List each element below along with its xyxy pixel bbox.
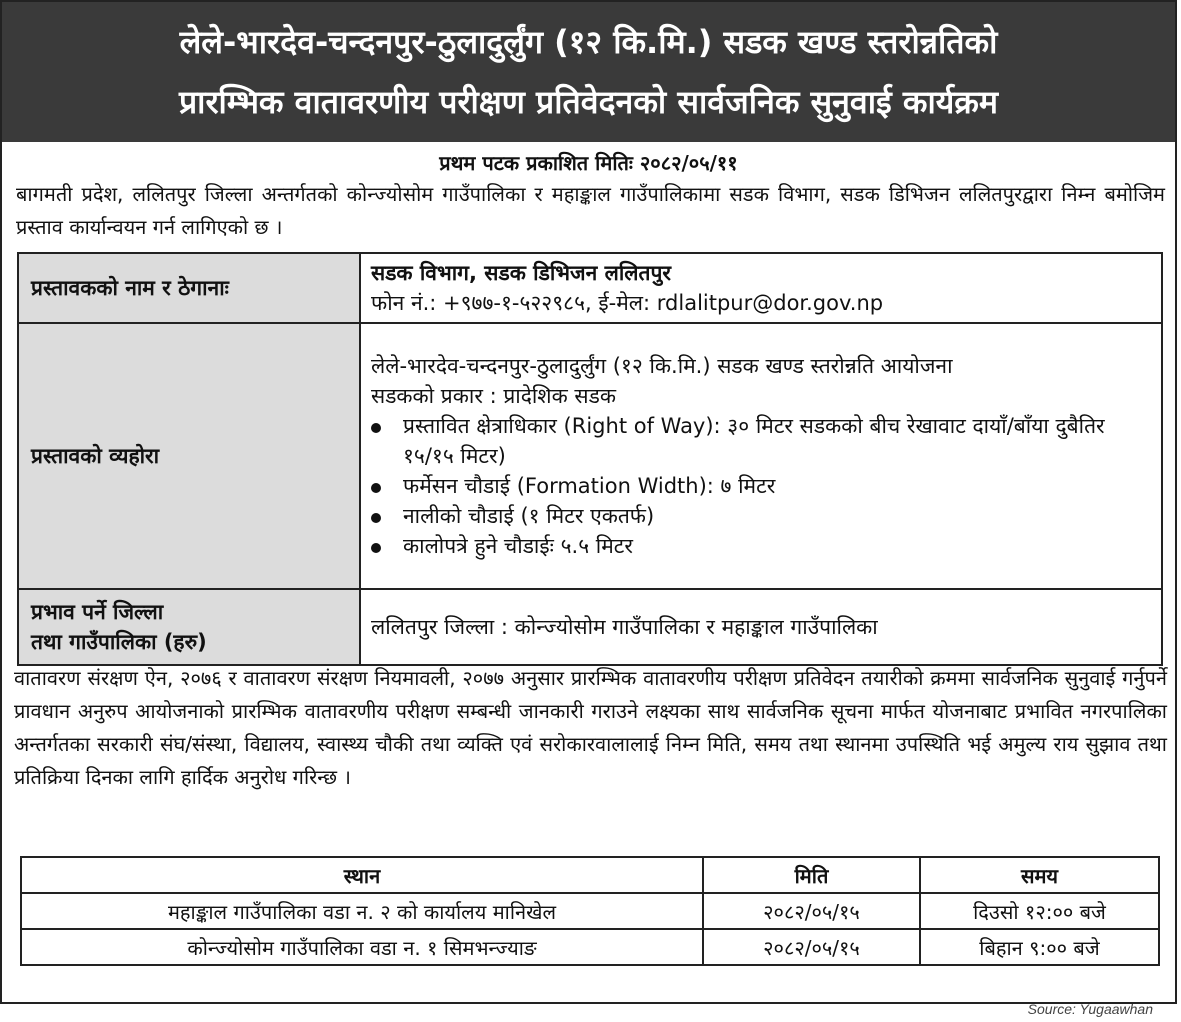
proponent-row bbox=[18, 253, 1162, 323]
header-time: समय bbox=[920, 857, 1159, 893]
proponent-value bbox=[360, 253, 1162, 323]
bullet-icon bbox=[371, 483, 381, 493]
time-cell: दिउसो १२:०० बजे bbox=[920, 893, 1159, 929]
location-cell: कोन्ज्योसोम गाउँपालिका वडा न. १ सिमभन्ज्याङ bbox=[21, 929, 703, 965]
intro-paragraph: बागमती प्रदेश, ललितपुर जिल्ला अन्तर्गतको कोन्ज्योसोम गाउँपालिका र महाङ्काल गाउँपालिकामा सडक विभाग, सडक डिभिजन ललितपुरद्वारा निम्न बमोजिम प्रस्ताव कार्यान्वयन गर्न लागिएको छ । bbox=[16, 182, 1165, 239]
schedule-row bbox=[21, 893, 1159, 929]
affected-value: ललितपुर जिल्ला : कोन्ज्योसोम गाउँपालिका र महाङ्काल गाउँपालिका bbox=[360, 589, 1162, 665]
bullet-text: फर्मेसन चौडाई (Formation Width): ७ मिटर bbox=[403, 474, 776, 498]
bullet-item bbox=[371, 411, 1153, 471]
proponent-label: प्रस्तावकको नाम र ठेगानाः bbox=[18, 253, 360, 323]
bullet-text: कालोपत्रे हुने चौडाईः ५.५ मिटर bbox=[403, 534, 633, 558]
bullet-text: प्रस्तावित क्षेत्राधिकार (Right of Way): ३० मिटर सडकको बीच रेखावाट दायाँ/बाँया दुबैतिर १५/१५ मिटर) bbox=[403, 414, 1105, 468]
proponent-name: सडक विभाग, सडक डिभिजन ललितपुर bbox=[371, 261, 671, 285]
time-cell: बिहान ९:०० बजे bbox=[920, 929, 1159, 965]
body-paragraph: वातावरण संरक्षण ऐन, २०७६ र वातावरण संरक्षण नियमावली, २०७७ अनुसार प्रारम्भिक वातावरणीय परीक्षण प्रतिवेदन तयारीको क्रममा सार्वजनिक सुनुवाई गर्नुपर्ने प्रावधान अनुरुप आयोजनाको प्रारम्भिक वातावरणीय परीक्षण सम्बन्धी जानकारी गराउने लक्ष्यका साथ सार्वजनिक सूचना मार्फत योजनाबाट प्रभावित नगरपालिका अन्तर्गतका सरकारी संघ/संस्था, विद्यालय, स्वास्थ्य चौकी तथा व्यक्ति एवं सरोकारवालालाई निम्न मिति, समय तथा स्थानमा उपस्थिति भई अमुल्य राय सुझाव तथा प्रतिक्रिया दिनका लागि हार्दिक अनुरोध गरिन्छ । bbox=[14, 666, 1167, 789]
schedule-table bbox=[20, 856, 1160, 966]
notice-header bbox=[2, 2, 1175, 142]
header-date: मिति bbox=[703, 857, 920, 893]
schedule-row bbox=[21, 929, 1159, 965]
affected-label bbox=[18, 589, 360, 665]
date-cell: २०८२/०५/१५ bbox=[703, 929, 920, 965]
schedule-header-row bbox=[21, 857, 1159, 893]
header-location: स्थान bbox=[21, 857, 703, 893]
location-cell: महाङ्काल गाउँपालिका वडा न. २ को कार्यालय मानिखेल bbox=[21, 893, 703, 929]
published-date: प्रथम पटक प्रकाशित मितिः २०८२/०५/११ bbox=[439, 151, 738, 175]
proposal-value bbox=[360, 323, 1162, 589]
bullet-text: नालीको चौडाई (१ मिटर एकतर्फ) bbox=[403, 504, 655, 528]
source-credit: Source: Yugaawhan bbox=[1027, 1001, 1153, 1017]
date-cell: २०८२/०५/१५ bbox=[703, 893, 920, 929]
bullet-icon bbox=[371, 543, 381, 553]
affected-row bbox=[18, 589, 1162, 665]
affected-label-line-1: प्रभाव पर्ने जिल्ला bbox=[31, 600, 164, 624]
bullet-item bbox=[371, 531, 1153, 561]
bullet-icon bbox=[371, 423, 381, 433]
proposal-title: लेले-भारदेव-चन्दनपुर-ठुलादुर्लुंग (१२ कि.मि.) सडक खण्ड स्तरोन्नति आयोजना bbox=[371, 354, 953, 378]
proposal-label: प्रस्तावको व्यहोरा bbox=[18, 323, 360, 589]
header-title-line-1: लेले-भारदेव-चन्दनपुर-ठुलादुर्लुंग (१२ कि.मि.) सडक खण्ड स्तरोन्नतिको bbox=[179, 23, 998, 61]
road-type: सडकको प्रकार : प्रादेशिक सडक bbox=[371, 384, 616, 408]
affected-label-line-2: तथा गाउँपालिका (हरु) bbox=[31, 630, 207, 654]
proponent-contact: फोन नं.: +९७७-१-५२२९८५, ई-मेल: rdlalitpur@dor.gov.np bbox=[371, 291, 884, 315]
header-title-line-2: प्रारम्भिक वातावरणीय परीक्षण प्रतिवेदनको सार्वजनिक सुनुवाई कार्यक्रम bbox=[178, 83, 999, 121]
proposal-info-table bbox=[17, 252, 1163, 666]
bullet-item bbox=[371, 471, 1153, 501]
bullet-item bbox=[371, 501, 1153, 531]
proposal-row bbox=[18, 323, 1162, 589]
bullet-icon bbox=[371, 513, 381, 523]
